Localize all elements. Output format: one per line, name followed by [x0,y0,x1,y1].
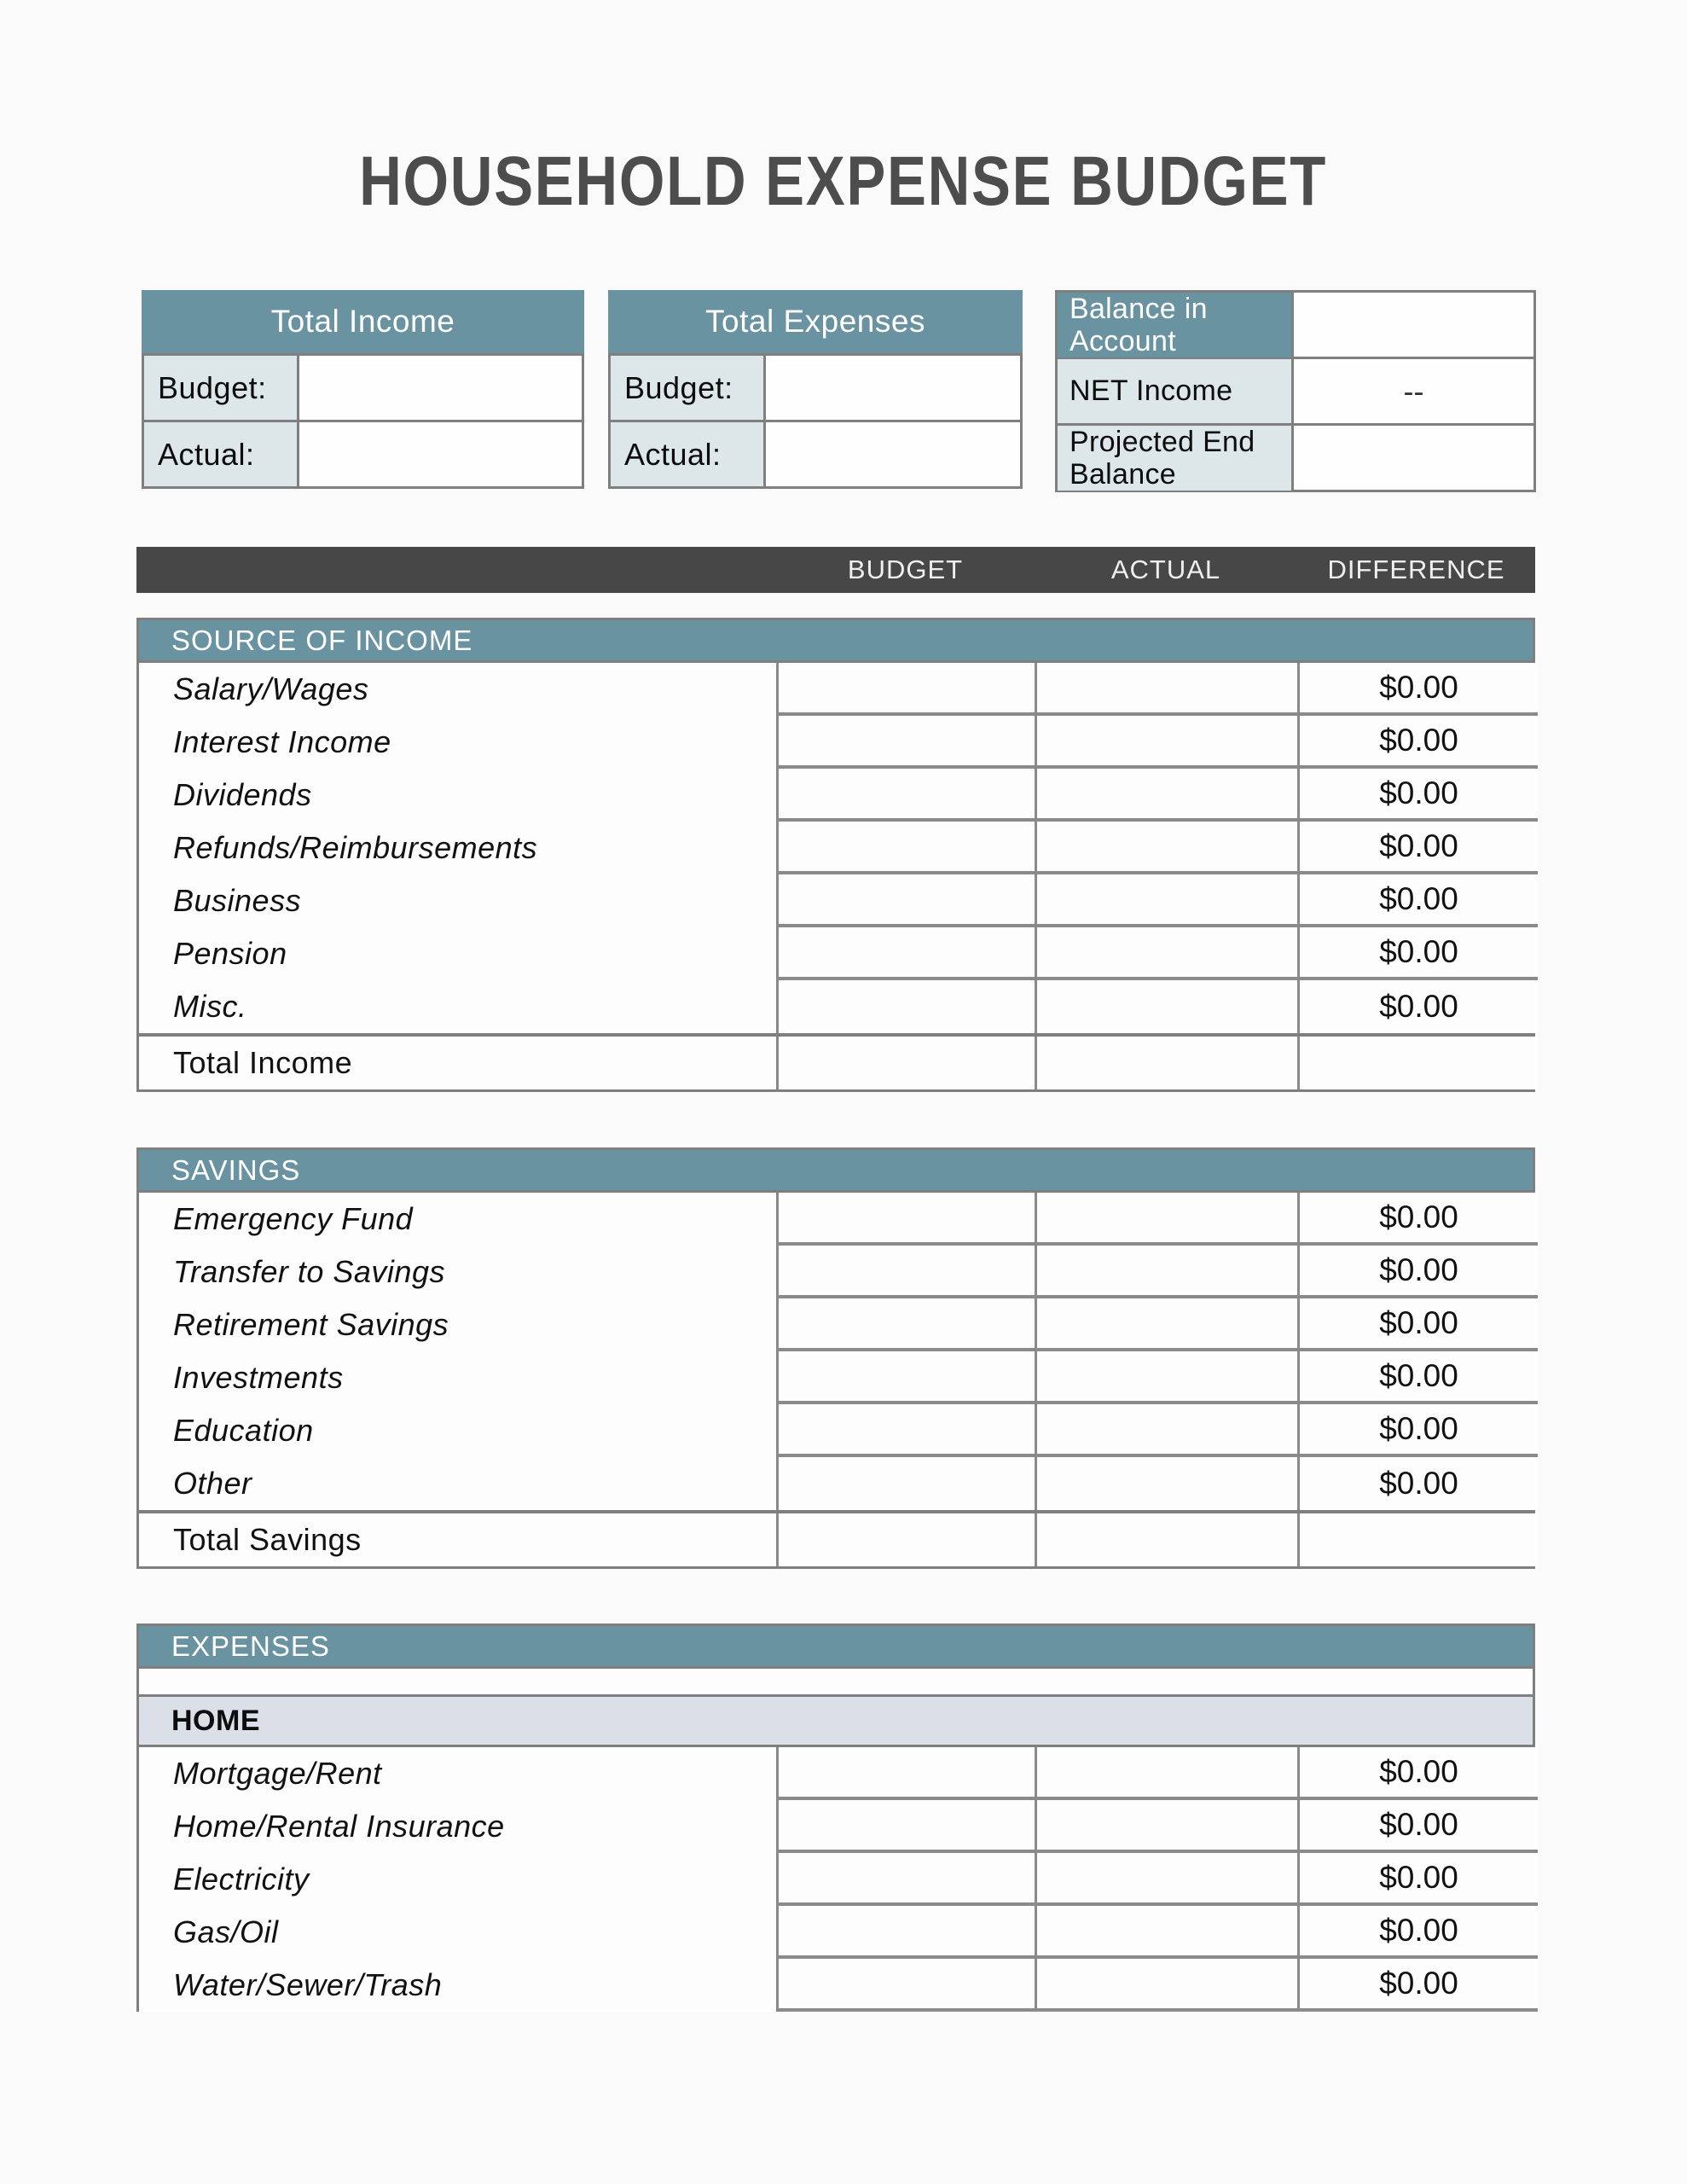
row-label: Mortgage/Rent [139,1747,776,1800]
net-income-label: NET Income [1058,359,1294,423]
difference-cell[interactable]: $0.00 [1297,1800,1538,1853]
expenses-budget-value-cell[interactable] [766,356,1020,420]
budget-cell[interactable] [776,1404,1035,1457]
difference-total-cell[interactable] [1297,1037,1538,1089]
actual-column-header: ACTUAL [1110,555,1221,584]
net-income-value-cell[interactable]: -- [1403,373,1424,409]
budget-column-header: BUDGET [847,555,964,584]
budget-cell[interactable] [776,1457,1035,1510]
row-label: Pension [139,927,776,980]
expenses-actual-value-cell[interactable] [766,422,1020,486]
table-row [139,927,1533,980]
actual-cell[interactable] [1035,1906,1297,1959]
budget-cell[interactable] [776,980,1035,1033]
row-label: Retirement Savings [139,1298,776,1351]
difference-cell[interactable]: $0.00 [1297,874,1538,927]
actual-cell[interactable] [1035,1457,1297,1510]
table-row [139,1246,1533,1298]
actual-cell[interactable] [1035,927,1297,980]
budget-cell[interactable] [776,1351,1035,1404]
difference-cell[interactable]: $0.00 [1297,1906,1538,1959]
actual-cell[interactable] [1035,1959,1297,2012]
total-row [139,1510,1533,1566]
actual-cell[interactable] [1035,769,1297,822]
projected-end-balance-label: Projected End Balance [1058,426,1294,491]
table-row [139,1800,1533,1853]
net-income-row [1058,357,1533,423]
actual-total-cell[interactable] [1035,1037,1297,1089]
income-budget-value-cell[interactable] [299,356,582,420]
table-row [139,1906,1533,1959]
difference-cell[interactable]: $0.00 [1297,1193,1538,1246]
difference-cell[interactable]: $0.00 [1297,1747,1538,1800]
difference-cell[interactable]: $0.00 [1297,1298,1538,1351]
expenses-section-header: EXPENSES [139,1626,1533,1669]
budget-total-cell[interactable] [776,1513,1035,1566]
budget-cell[interactable] [776,1906,1035,1959]
row-label: Business [139,874,776,927]
table-row [139,1959,1533,2012]
budget-cell[interactable] [776,1800,1035,1853]
actual-cell[interactable] [1035,1800,1297,1853]
balance-box [1055,290,1536,492]
projected-end-balance-row [1058,423,1533,490]
difference-cell[interactable]: $0.00 [1297,1457,1538,1510]
row-label: Gas/Oil [139,1906,776,1959]
income-actual-label: Actual: [144,422,299,486]
budget-cell[interactable] [776,1193,1035,1246]
balance-in-account-row [1058,293,1533,357]
budget-cell[interactable] [776,927,1035,980]
row-label: Transfer to Savings [139,1246,776,1298]
difference-cell[interactable]: $0.00 [1297,927,1538,980]
income-budget-label: Budget: [144,356,299,420]
table-row [139,1457,1533,1510]
savings-section-header: SAVINGS [139,1150,1533,1193]
income-actual-row [144,420,582,486]
column-headers-bar [136,547,1535,593]
expenses-spacer-row [139,1669,1533,1697]
home-subsection-header: HOME [139,1697,1533,1747]
budget-cell[interactable] [776,1298,1035,1351]
actual-total-cell[interactable] [1035,1513,1297,1566]
expenses-budget-label: Budget: [611,356,766,420]
income-actual-value-cell[interactable] [299,422,582,486]
table-row [139,663,1533,716]
projected-end-balance-value-cell[interactable] [1294,426,1533,491]
difference-column-header: DIFFERENCE [1327,555,1505,584]
table-row [139,716,1533,769]
row-label: Misc. [139,980,776,1033]
table-row [139,1298,1533,1351]
difference-cell[interactable]: $0.00 [1297,1246,1538,1298]
actual-cell[interactable] [1035,874,1297,927]
total-expenses-header: Total Expenses [608,290,1023,353]
expenses-actual-row [611,420,1020,486]
income-budget-row [144,356,582,420]
expenses-budget-row [611,356,1020,420]
row-label: Investments [139,1351,776,1404]
budget-cell[interactable] [776,716,1035,769]
savings-table [136,1147,1535,1569]
total-income-box [142,290,584,489]
difference-cell[interactable]: $0.00 [1297,1959,1538,2012]
total-row [139,1033,1533,1089]
actual-cell[interactable] [1035,822,1297,874]
budget-total-cell[interactable] [776,1037,1035,1089]
table-row [139,822,1533,874]
budget-cell[interactable] [776,822,1035,874]
balance-in-account-value-cell[interactable] [1294,293,1533,357]
budget-cell[interactable] [776,663,1035,716]
budget-cell[interactable] [776,1853,1035,1906]
total-expenses-box [608,290,1023,489]
row-label: Electricity [139,1853,776,1906]
budget-cell[interactable] [776,1246,1035,1298]
table-row [139,1351,1533,1404]
row-label: Emergency Fund [139,1193,776,1246]
table-row [139,1747,1533,1800]
table-row [139,874,1533,927]
table-row [139,1404,1533,1457]
actual-cell[interactable] [1035,1404,1297,1457]
row-label: Water/Sewer/Trash [139,1959,776,2012]
budget-cell[interactable] [776,769,1035,822]
actual-cell[interactable] [1035,1351,1297,1404]
difference-cell[interactable]: $0.00 [1297,980,1538,1033]
table-row [139,1193,1533,1246]
row-label: Refunds/Reimbursements [139,822,776,874]
row-label: Salary/Wages [139,663,776,716]
table-row [139,980,1533,1033]
difference-cell[interactable]: $0.00 [1297,769,1538,822]
actual-cell[interactable] [1035,663,1297,716]
difference-cell[interactable]: $0.00 [1297,1351,1538,1404]
actual-cell[interactable] [1035,1853,1297,1906]
row-label: Home/Rental Insurance [139,1800,776,1853]
total-row-label: Total Savings [139,1513,776,1566]
source-of-income-section-header: SOURCE OF INCOME [139,620,1533,663]
difference-cell[interactable]: $0.00 [1297,716,1538,769]
row-label: Other [139,1457,776,1510]
table-row [139,1853,1533,1906]
row-label: Dividends [139,769,776,822]
budget-cell[interactable] [776,1959,1035,2012]
actual-cell[interactable] [1035,716,1297,769]
table-row [139,769,1533,822]
actual-cell[interactable] [1035,1747,1297,1800]
total-income-header: Total Income [142,290,584,353]
expenses-table [136,1623,1535,2012]
row-label: Education [139,1404,776,1457]
budget-cell[interactable] [776,1747,1035,1800]
page-title: HOUSEHOLD EXPENSE BUDGET [359,142,1328,220]
actual-cell[interactable] [1035,1246,1297,1298]
difference-cell[interactable]: $0.00 [1297,663,1538,716]
difference-total-cell[interactable] [1297,1513,1538,1566]
difference-cell[interactable]: $0.00 [1297,822,1538,874]
row-label-column-spacer [136,547,776,593]
source-of-income-table [136,618,1535,1092]
expenses-actual-label: Actual: [611,422,766,486]
actual-cell[interactable] [1035,1298,1297,1351]
difference-cell[interactable]: $0.00 [1297,1853,1538,1906]
balance-in-account-label: Balance in Account [1058,293,1294,357]
difference-cell[interactable]: $0.00 [1297,1404,1538,1457]
row-label: Interest Income [139,716,776,769]
actual-cell[interactable] [1035,1193,1297,1246]
actual-cell[interactable] [1035,980,1297,1033]
total-row-label: Total Income [139,1037,776,1089]
budget-cell[interactable] [776,874,1035,927]
